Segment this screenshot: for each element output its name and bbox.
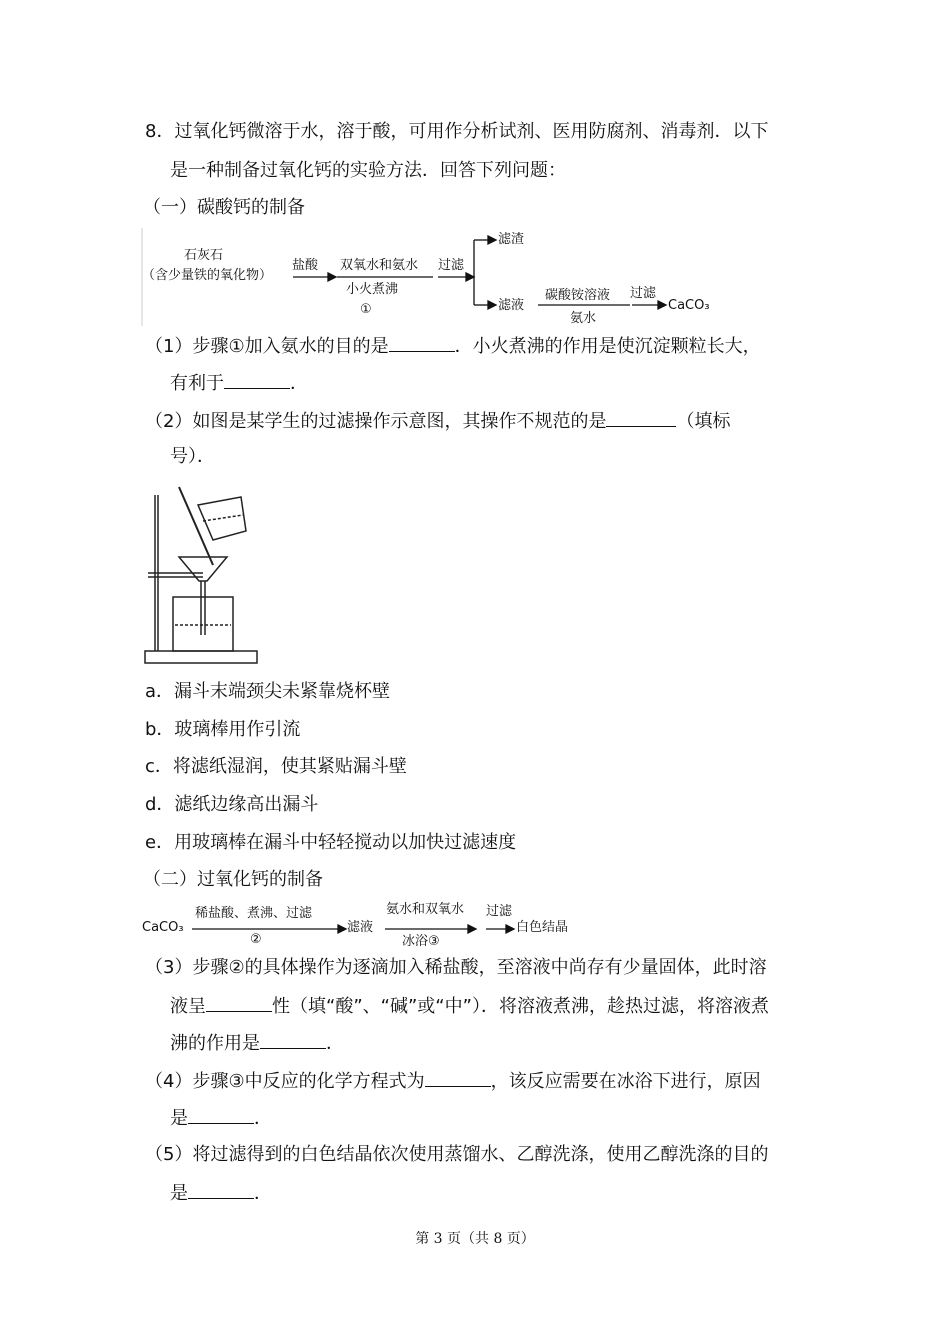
- q3-line2: [170, 993, 769, 1019]
- q4-text-a: （4）步骤③中反应的化学方程式为: [145, 1071, 425, 1092]
- flow1-start: 石灰石: [184, 248, 224, 263]
- answer-blank[interactable]: [206, 993, 272, 1012]
- q8-line2: 是一种制备过氧化钙的实验方法．回答下列问题：: [170, 160, 566, 181]
- q4-text-c: 是: [170, 1108, 188, 1129]
- flow2-reagent: 氨水和双氧水: [386, 902, 465, 917]
- answer-blank[interactable]: [389, 333, 455, 352]
- q1-text-a: （1）步骤①加入氨水的目的是: [145, 336, 389, 357]
- answer-blank[interactable]: [224, 370, 290, 389]
- flow1-filtrate: 滤液: [498, 298, 525, 313]
- filtration-apparatus-figure: [143, 485, 263, 667]
- q3-text-a: 液呈: [170, 996, 206, 1017]
- q1-text-d: ．: [290, 373, 308, 394]
- flow-diagram-1: [140, 228, 740, 328]
- flow1-residue: 滤渣: [498, 232, 525, 247]
- flow1-start-note: （含少量铁的氧化物）: [142, 268, 273, 283]
- q5-line1: （5）将过滤得到的白色结晶依次使用蒸馏水、乙醇洗涤，使用乙醇洗涤的目的: [145, 1144, 769, 1165]
- flow-diagram-2: [140, 898, 590, 954]
- flow2-step2-label: 稀盐酸、煮沸、过滤: [195, 906, 313, 921]
- option-e: e．用玻璃棒在漏斗中轻轻搅动以加快过滤速度: [145, 832, 517, 853]
- flow1-product: CaCO₃: [668, 298, 710, 313]
- flow2-filtrate: 滤液: [347, 920, 374, 935]
- q5-text-a: 是: [170, 1183, 188, 1204]
- q2-text-a: （2）如图是某学生的过滤操作示意图，其操作不规范的是: [145, 411, 607, 432]
- q4-text-b: ，该反应需要在冰浴下进行，原因: [490, 1071, 761, 1092]
- q1-text-b: ．小火煮沸的作用是使沉淀颗粒长大，: [454, 336, 761, 357]
- q8-line1: 8．过氧化钙微溶于水，溶于酸，可用作分析试剂、医用防腐剂、消毒剂．以下: [145, 121, 769, 142]
- answer-blank[interactable]: [606, 408, 676, 427]
- q3-text-b: 性（填“酸”、“碱”或“中”）．将溶液煮沸，趁热过滤，将溶液煮: [272, 996, 769, 1017]
- flow2-filter: 过滤: [486, 904, 513, 919]
- option-b: b．玻璃棒用作引流: [145, 719, 301, 740]
- flow1-hcl: 盐酸: [292, 258, 319, 273]
- answer-blank[interactable]: [425, 1068, 491, 1087]
- q3-line1: （3）步骤②的具体操作为逐滴加入稀盐酸，至溶液中尚存有少量固体，此时溶: [145, 957, 767, 978]
- q2-text-b: （填标: [676, 411, 731, 432]
- option-a: a．漏斗末端颈尖未紧靠烧杯壁: [145, 681, 391, 702]
- q1-line1: [145, 333, 761, 359]
- q3-text-c: 沸的作用是: [170, 1033, 260, 1054]
- q3-text-d: ．: [326, 1033, 344, 1054]
- flow2-start: CaCO₃: [142, 920, 184, 935]
- flow2-step2: ②: [250, 932, 262, 947]
- q1-line2: [170, 370, 308, 396]
- flow1-condition: 小火煮沸: [346, 282, 399, 297]
- flow1-filter: 过滤: [438, 258, 465, 273]
- q2-line1: [145, 408, 730, 434]
- flow1-step1: ①: [360, 302, 372, 317]
- q2-line2: 号）．: [170, 446, 215, 467]
- answer-blank[interactable]: [260, 1030, 326, 1049]
- flow1-reagent: 双氧水和氨水: [340, 258, 419, 273]
- q5-text-b: ．: [254, 1183, 272, 1204]
- answer-blank[interactable]: [188, 1180, 254, 1199]
- q3-line3: [170, 1030, 344, 1056]
- q4-line2: [170, 1105, 272, 1131]
- page-footer: 第 3 页（共 8 页）: [415, 1231, 535, 1247]
- q4-line1: [145, 1068, 761, 1094]
- flow1-reagent2: 碳酸铵溶液: [545, 288, 611, 303]
- answer-blank[interactable]: [188, 1105, 254, 1124]
- flow2-product: 白色结晶: [516, 920, 569, 935]
- q5-line2: [170, 1180, 272, 1206]
- part2-heading: （二）过氧化钙的制备: [143, 869, 323, 890]
- flow1-ammonia: 氨水: [570, 311, 597, 326]
- q1-text-c: 有利于: [170, 373, 224, 394]
- option-c: c．将滤纸湿润，使其紧贴漏斗壁: [145, 756, 407, 777]
- flow1-filter2: 过滤: [630, 286, 657, 301]
- option-d: d．滤纸边缘高出漏斗: [145, 794, 319, 815]
- flow2-ice-bath: 冰浴③: [402, 934, 440, 949]
- q4-text-d: ．: [254, 1108, 272, 1129]
- part1-heading: （一）碳酸钙的制备: [143, 197, 305, 218]
